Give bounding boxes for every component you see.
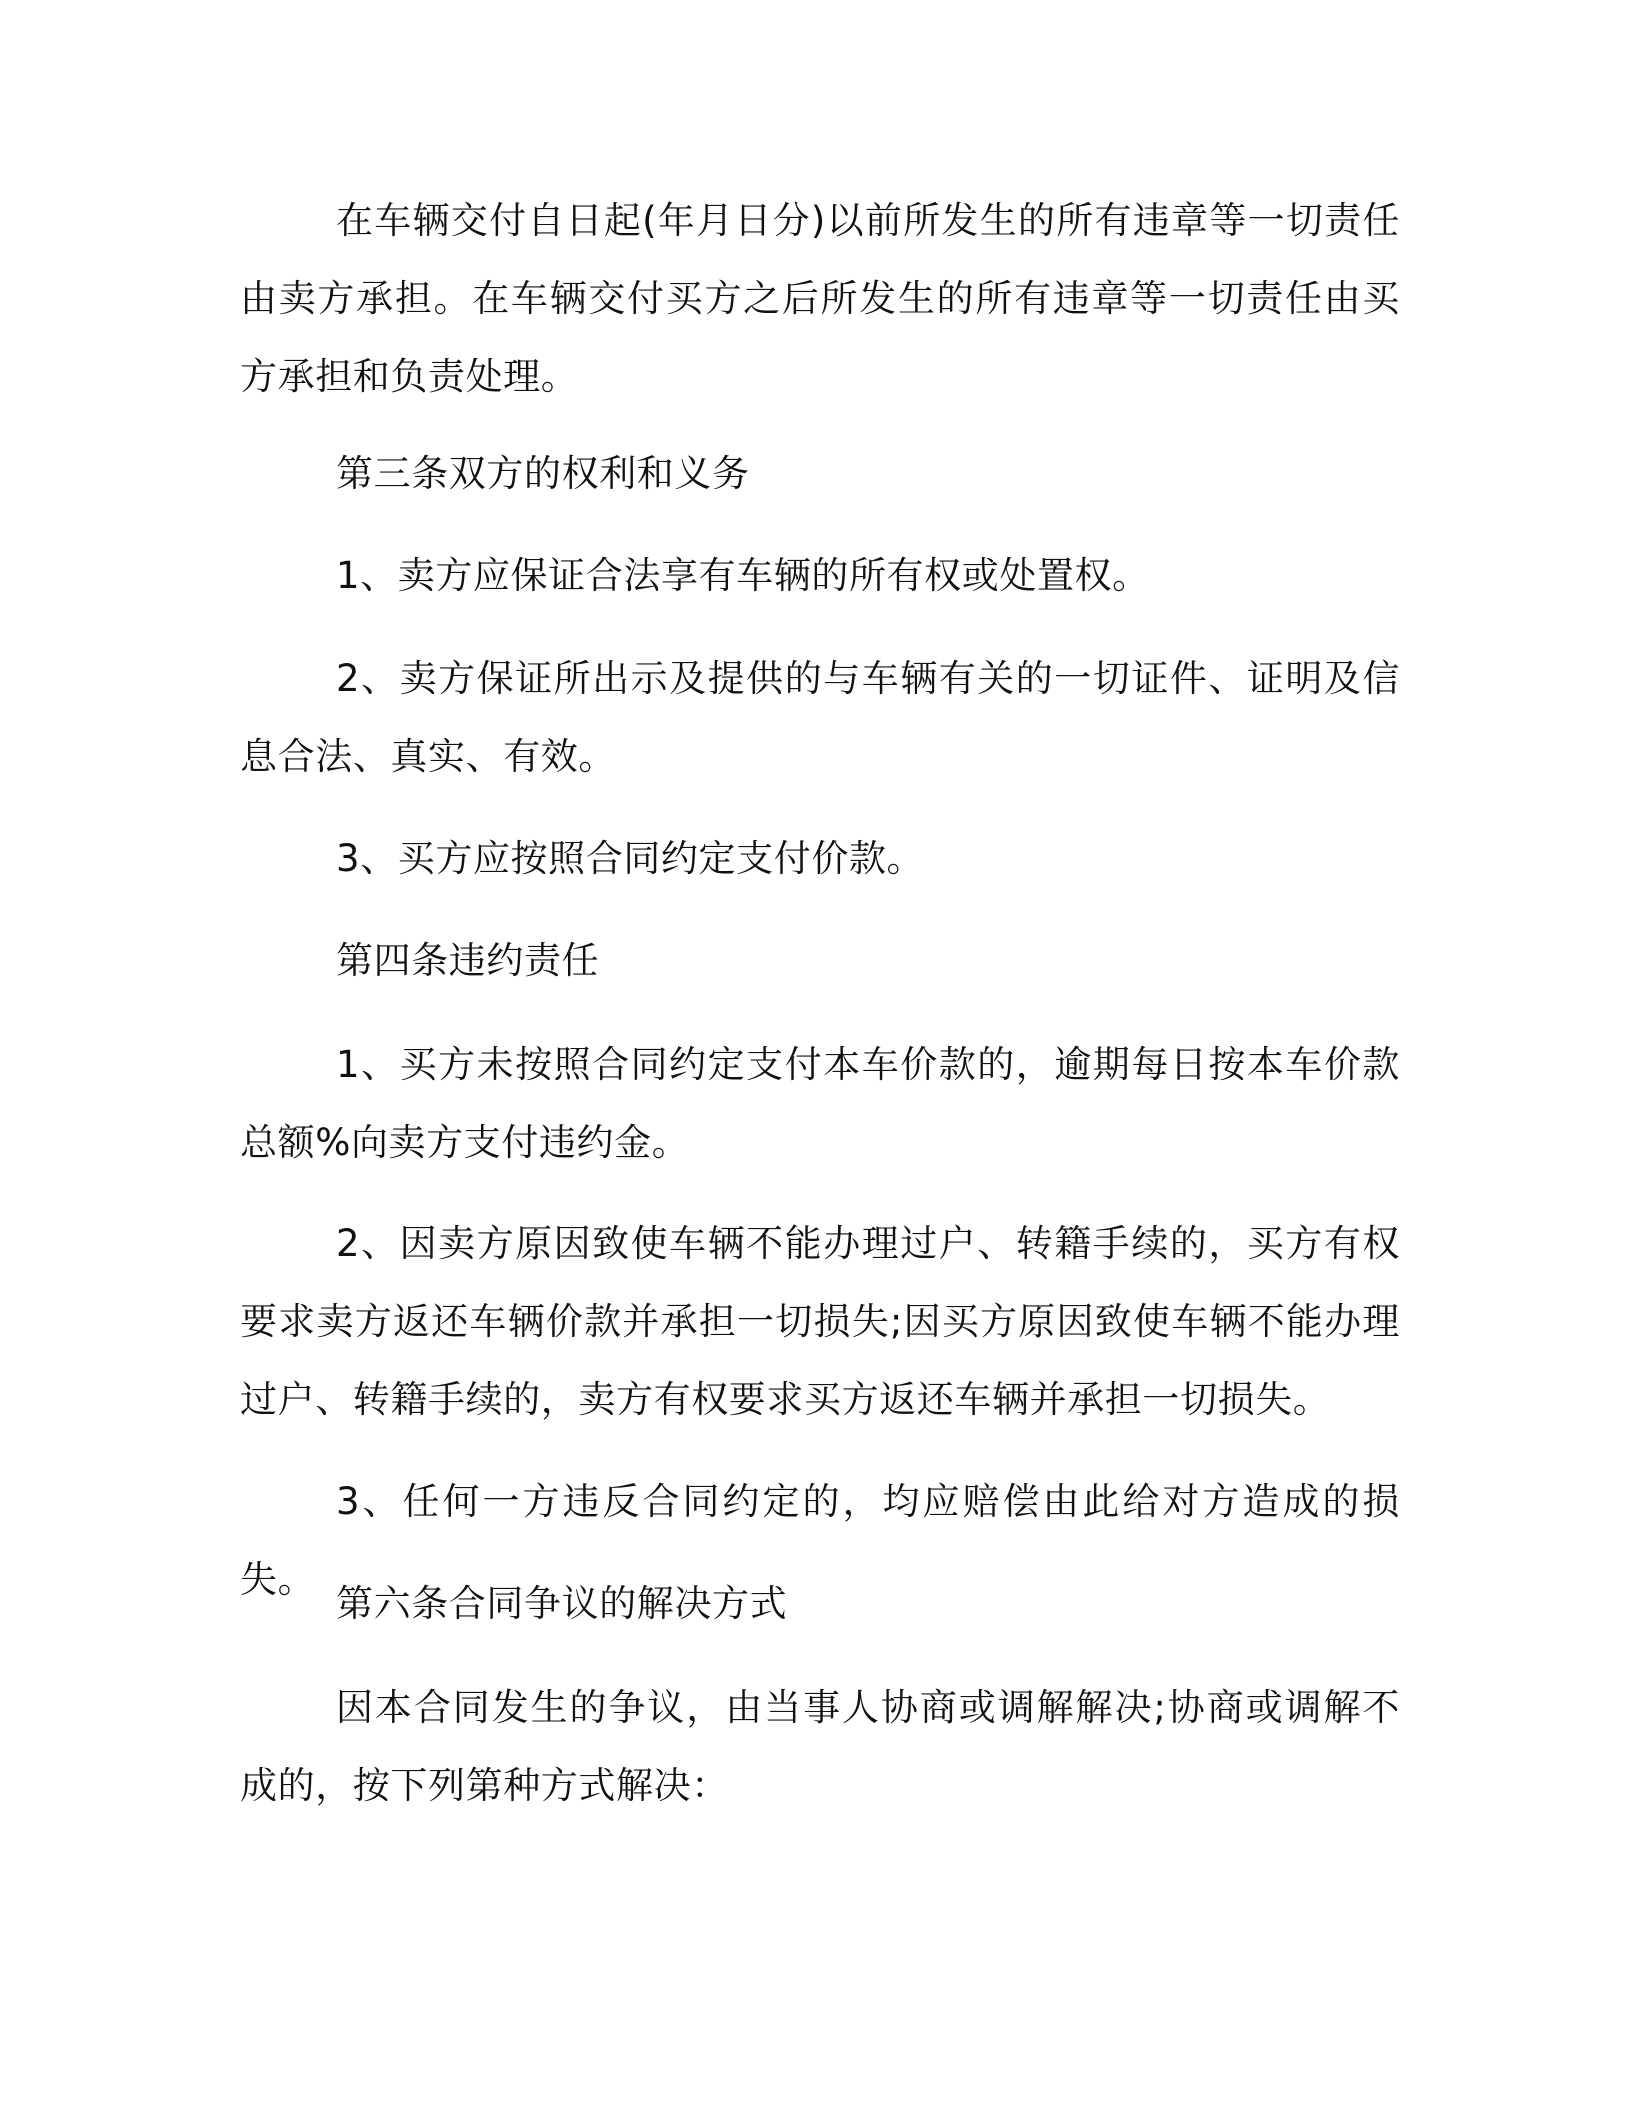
paragraph-dispute-resolution: 因本合同发生的争议，由当事人协商或调解解决;协商或调解不成的，按下列第种方式解决： (240, 1686, 1400, 1807)
clause-3-3: 3、买方应按照合同约定支付价款。 (336, 837, 925, 880)
clause-3-2: 2、卖方保证所出示及提供的与车辆有关的一切证件、证明及信息合法、真实、有效。 (240, 657, 1400, 778)
clause-3-1: 1、卖方应保证合法享有车辆的所有权或处置权。 (336, 554, 1150, 597)
heading-article-3-rights-obligations: 第三条双方的权利和义务 (336, 452, 750, 495)
clause-4-1: 1、买方未按照合同约定支付本车价款的，逾期每日按本车价款总额%向卖方支付违约金。 (240, 1043, 1400, 1164)
clause-4-2: 2、因卖方原因致使车辆不能办理过户、转籍手续的，买方有权要求卖方返还车辆价款并承担一切损失;因买方原因致使车辆不能办理过户、转籍手续的，卖方有权要求买方返还车辆并承担一切损失。 (240, 1222, 1400, 1421)
clause-4-3: 3、任何一方违反合同约定的，均应赔偿由此给对方造成的损失。 (240, 1480, 1400, 1601)
heading-article-6-dispute-resolution: 第六条合同争议的解决方式 (336, 1582, 788, 1625)
heading-article-4-breach-liability: 第四条违约责任 (336, 939, 600, 982)
paragraph-vehicle-violation-liability: 在车辆交付自日起(年月日分)以前所发生的所有违章等一切责任由卖方承担。在车辆交付买方之后所发生的所有违章等一切责任由买方承担和负责处理。 (240, 199, 1400, 398)
